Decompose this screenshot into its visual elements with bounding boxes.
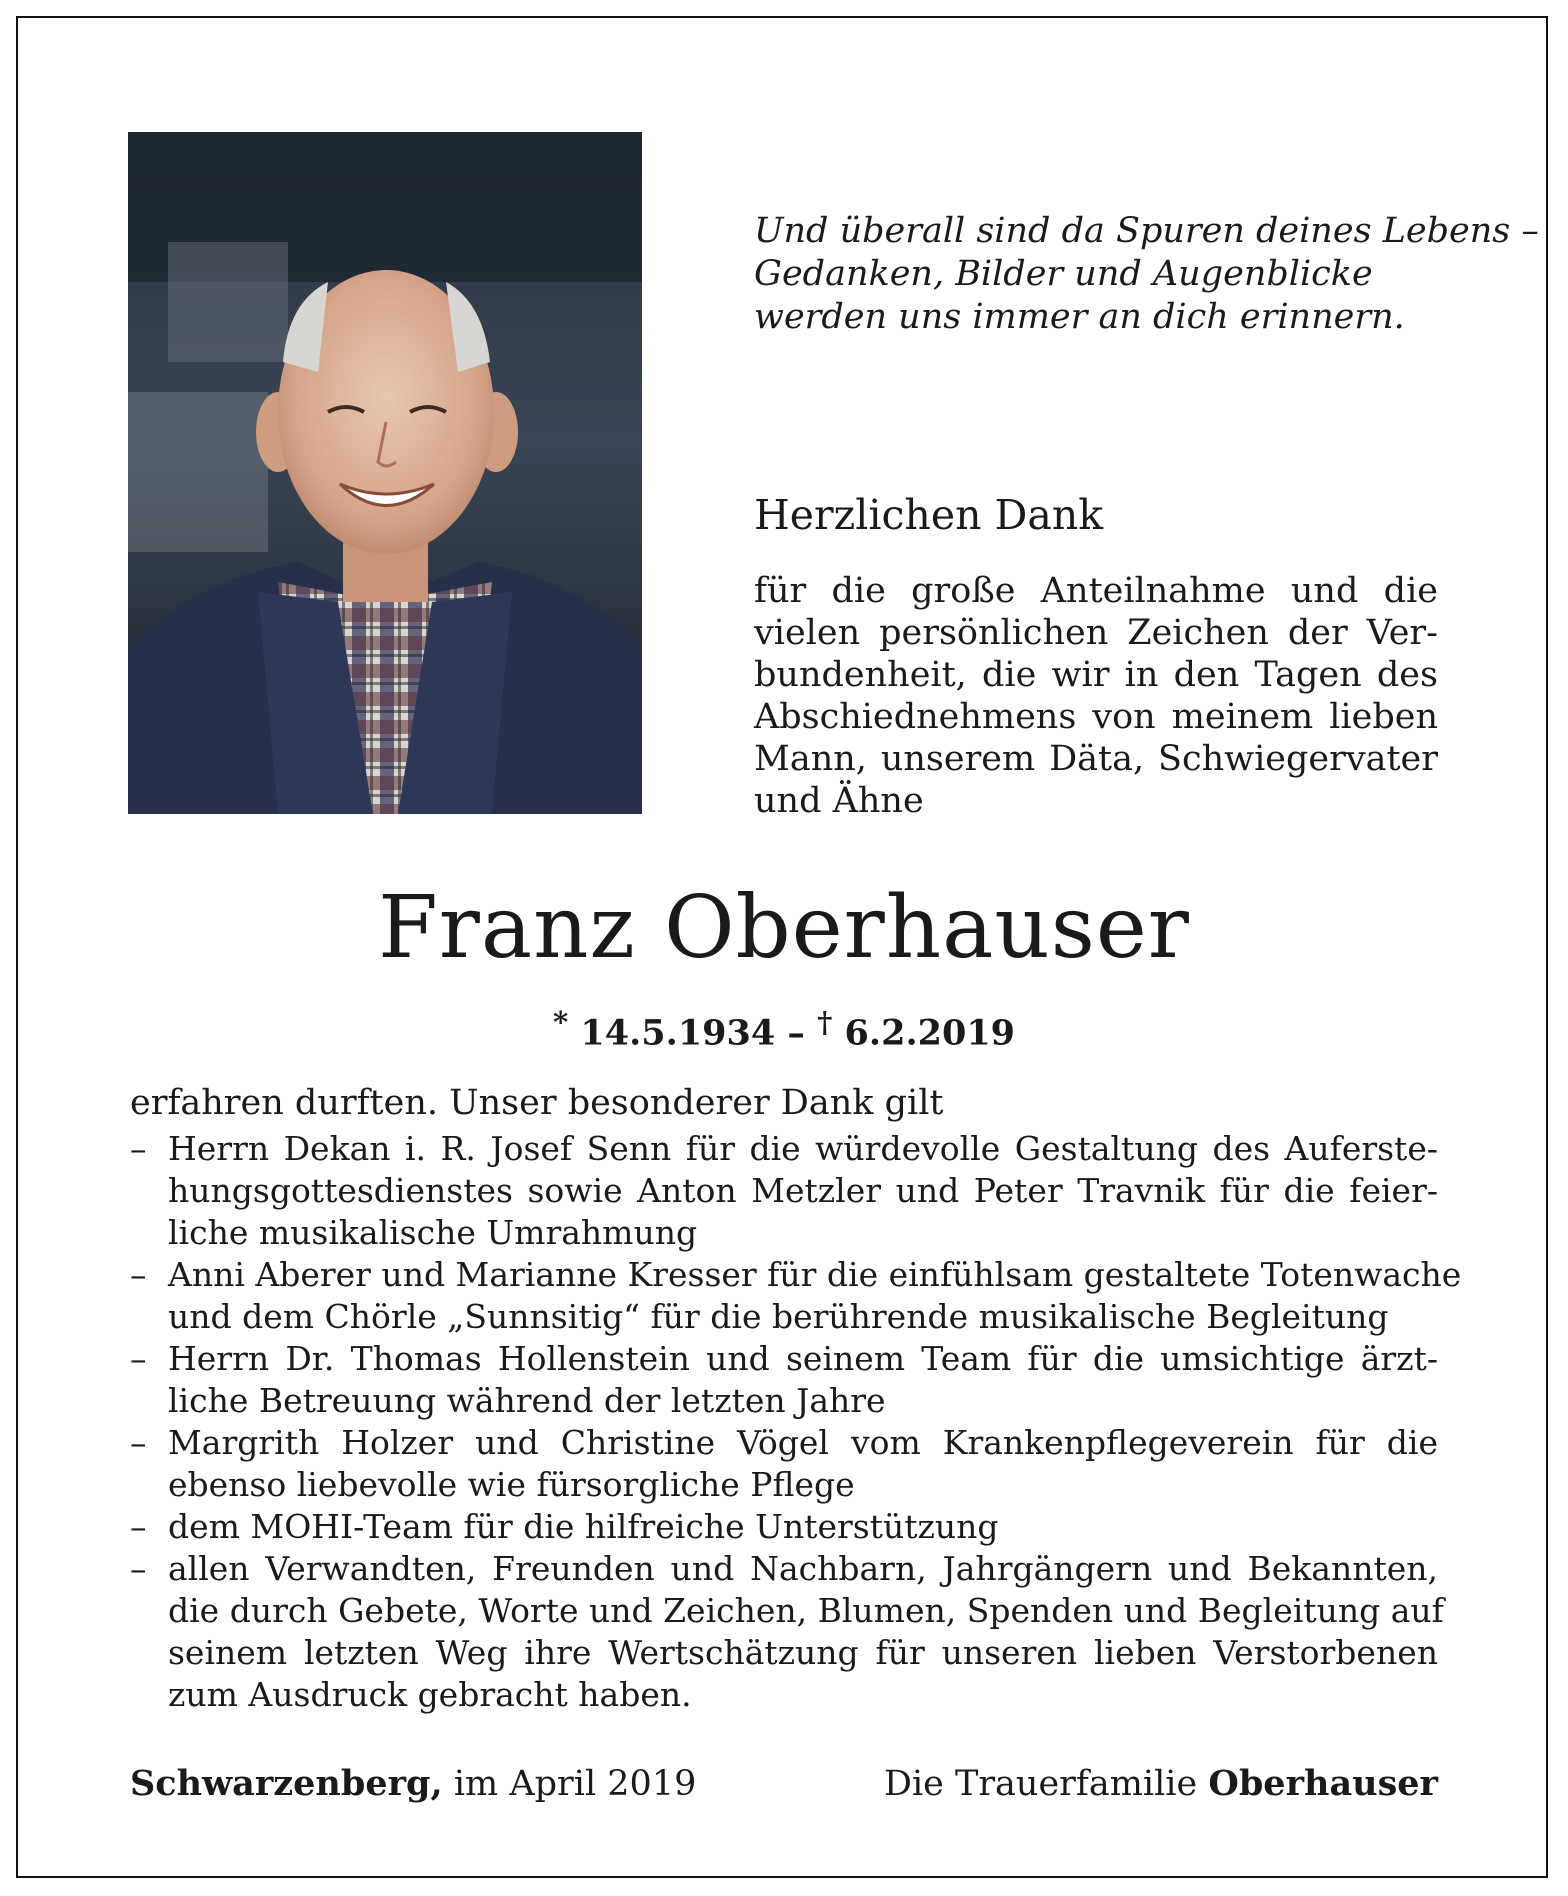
deceased-name: Franz Oberhauser bbox=[378, 878, 1190, 978]
footer-family bbox=[884, 1762, 1438, 1806]
list-line: hungsgottesdienstes sowie Anton Metzler und Peter Travnik für die feier- bbox=[168, 1171, 1438, 1210]
life-dates bbox=[0, 1000, 1568, 1056]
list-item bbox=[130, 1548, 1444, 1716]
list-line: dem MOHI-Team für die hilfreiche Unterstützung bbox=[168, 1507, 999, 1546]
memorial-quote bbox=[754, 210, 1539, 339]
thanks-line: für die große Anteilnahme und die bbox=[754, 571, 1438, 611]
list-item bbox=[130, 1506, 1438, 1548]
date-separator: – bbox=[787, 1012, 805, 1054]
list-line: Herrn Dr. Thomas Hollenstein und seinem Team für die umsichtige ärzt- bbox=[168, 1339, 1438, 1378]
died-date: 6.2.2019 bbox=[844, 1012, 1016, 1054]
thanks-line: vielen persönlichen Zeichen der Ver- bbox=[754, 613, 1438, 653]
thanks-list bbox=[130, 1128, 1462, 1716]
quote-line: Und überall sind da Spuren deines Lebens – bbox=[754, 211, 1539, 251]
list-dash: – bbox=[130, 1507, 147, 1546]
portrait-illustration bbox=[128, 132, 642, 814]
list-line: zum Ausdruck gebracht haben. bbox=[168, 1675, 692, 1714]
list-line: Herrn Dekan i. R. Josef Senn für die würdevolle Gestaltung des Auferste- bbox=[168, 1129, 1438, 1168]
list-dash: – bbox=[130, 1339, 147, 1378]
list-line: und dem Chörle „Sunnsitig“ für die berührende musikalische Begleitung bbox=[168, 1297, 1389, 1336]
died-symbol: † bbox=[817, 1005, 833, 1039]
list-item bbox=[130, 1254, 1462, 1338]
list-line: liche musikalische Umrahmung bbox=[168, 1213, 698, 1252]
portrait-photo bbox=[128, 132, 642, 814]
list-line: liche Betreuung während der letzten Jahre bbox=[168, 1381, 886, 1420]
list-item bbox=[130, 1128, 1438, 1254]
list-item bbox=[130, 1422, 1438, 1506]
list-dash: – bbox=[130, 1423, 147, 1462]
footer-place: Schwarzenberg, bbox=[130, 1763, 443, 1804]
footer-family-name: Oberhauser bbox=[1208, 1763, 1438, 1804]
thanks-line: und Ähne bbox=[754, 781, 924, 821]
list-line: ebenso liebevolle wie fürsorgliche Pflege bbox=[168, 1465, 855, 1504]
continuation-text: erfahren durften. Unser besonderer Dank gilt bbox=[130, 1083, 944, 1123]
list-line: Margrith Holzer und Christine Vögel vom Krankenpflegeverein für die bbox=[168, 1423, 1438, 1462]
thanks-heading: Herzlichen Dank bbox=[754, 491, 1104, 539]
list-line: seinem letzten Weg ihre Wertschätzung für unseren lieben Verstorbenen bbox=[168, 1633, 1438, 1672]
list-dash: – bbox=[130, 1129, 147, 1168]
thanks-line: Abschiednehmens von meinem lieben bbox=[754, 697, 1438, 737]
born-date: 14.5.1934 bbox=[580, 1012, 776, 1054]
list-item bbox=[130, 1338, 1438, 1422]
born-symbol: * bbox=[552, 1005, 569, 1039]
footer-date: im April 2019 bbox=[442, 1764, 697, 1804]
thanks-paragraph bbox=[754, 570, 1438, 822]
quote-line: werden uns immer an dich erinnern. bbox=[754, 297, 1405, 337]
list-dash: – bbox=[130, 1549, 147, 1588]
list-line: Anni Aberer und Marianne Kresser für die einfühlsam gestaltete Totenwache bbox=[168, 1255, 1462, 1294]
list-line: die durch Gebete, Worte und Zeichen, Blumen, Spenden und Begleitung auf bbox=[168, 1591, 1444, 1630]
footer-place-date bbox=[130, 1762, 696, 1806]
thanks-line: Mann, unserem Däta, Schwiegervater bbox=[754, 739, 1438, 779]
thanks-line: bundenheit, die wir in den Tagen des bbox=[754, 655, 1438, 695]
list-line: allen Verwandten, Freunden und Nachbarn, Jahrgängern und Bekannten, bbox=[168, 1549, 1438, 1588]
list-dash: – bbox=[130, 1255, 147, 1294]
footer-family-prefix: Die Trauerfamilie bbox=[883, 1764, 1209, 1804]
quote-line: Gedanken, Bilder und Augenblicke bbox=[754, 254, 1373, 294]
